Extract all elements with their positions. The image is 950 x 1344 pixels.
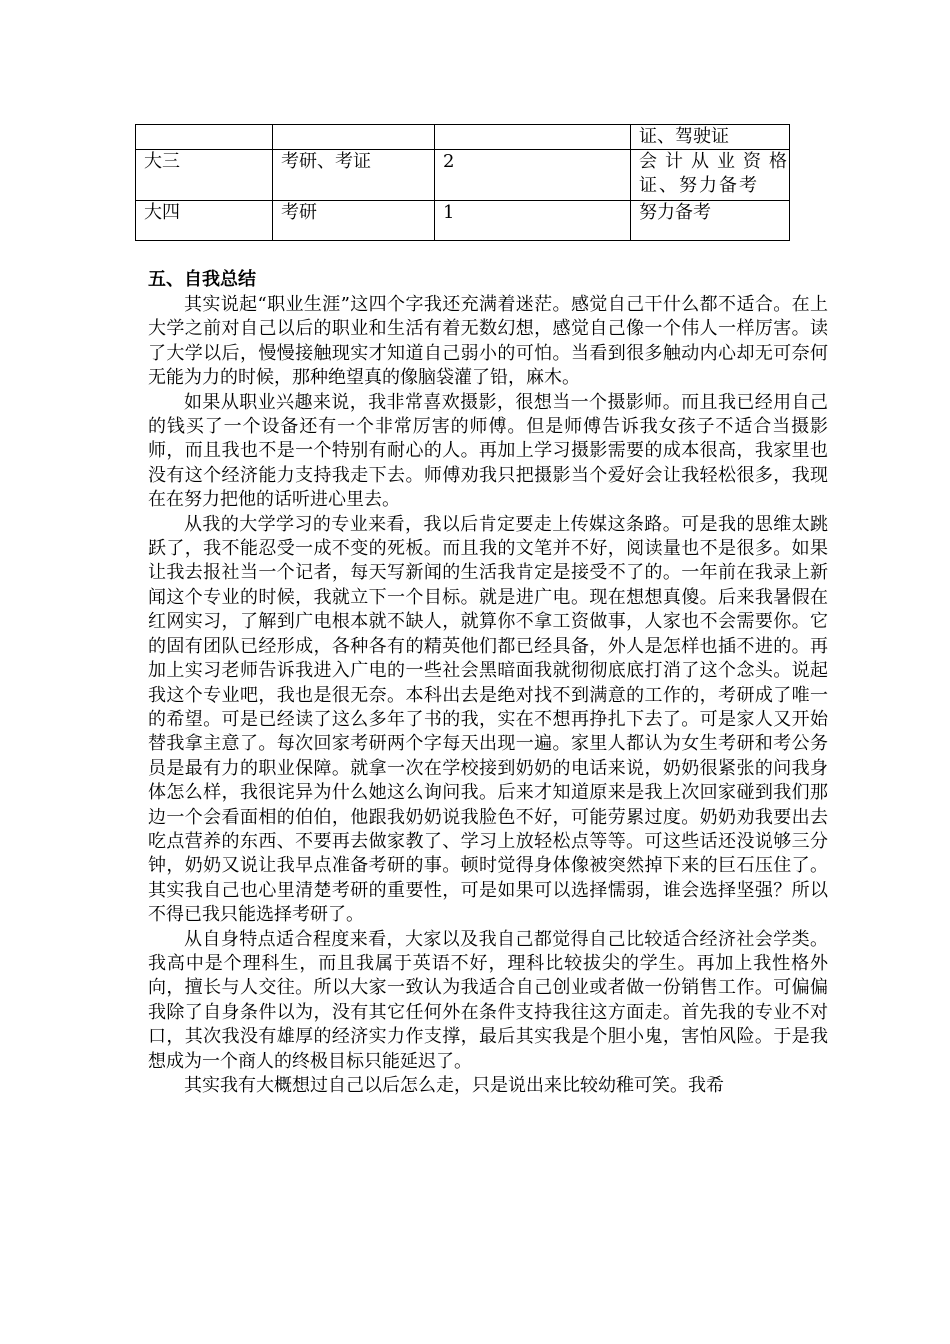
self-summary-section bbox=[148, 267, 828, 1098]
table-cell-count: 2 bbox=[435, 150, 631, 201]
paragraph: 从我的大学学习的专业来看，我以后肯定要走上传媒这条路。可是我的思维太跳跃了，我不能忍受一成不变的死板。而且我的文笔并不好，阅读量也不是很多。如果让我去报社当一个记者，每天写新闻的生活我肯定是接受不了的。一年前在我录上新闻这个专业的时候，我就立下一个目标。就是进广电。现在想想真傻。后来我暑假在红网实习，了解到广电根本就不缺人，就算你不拿工资做事，人家也不会需要你。它的固有团队已经形成，各种各有的精英他们都已经具备，外人是怎样也插不进的。再加上实习老师告诉我进入广电的一些社会黑暗面我就彻彻底底打消了这个念头。说起我这个专业吧，我也是很无奈。本科出去是绝对找不到满意的工作的，考研成了唯一的希望。可是已经读了这么多年了书的我，实在不想再挣扎下去了。可是家人又开始替我拿主意了。每次回家考研两个字每天出现一遍。家里人都认为女生考研和考公务员是最有力的职业保障。就拿一次在学校接到奶奶的电话来说，奶奶很紧张的问我身体怎么样，我很诧异为什么她这么询问我。后来才知道原来是我上次回家碰到我们那边一个会看面相的伯伯，他跟我奶奶说我脸色不好，可能劳累过度。奶奶劝我要出去吃点营养的东西、不要再去做家教了、学习上放轻松点等等。可这些话还没说够三分钟，奶奶又说让我早点准备考研的事。顿时觉得身体像被突然掉下来的巨石压住了。其实我自己也心里清楚考研的重要性，可是如果可以选择懦弱，谁会选择坚强？所以不得已我只能选择考研了。 bbox=[148, 513, 828, 926]
paragraph: 其实我有大概想过自己以后怎么走，只是说出来比较幼稚可笑。我希 bbox=[184, 1075, 724, 1096]
table-cell-count: 1 bbox=[435, 201, 631, 241]
table-row bbox=[136, 125, 790, 150]
table-row bbox=[136, 150, 790, 201]
table-cell-year: 大四 bbox=[136, 201, 273, 241]
table-cell-goal bbox=[273, 125, 435, 150]
table-cell-note: 证、驾驶证 bbox=[631, 125, 790, 150]
paragraph: 如果从职业兴趣来说，我非常喜欢摄影，很想当一个摄影师。而且我已经用自己的钱买了一个设备还有一个非常厉害的师傅。但是师傅告诉我女孩子不适合当摄影师，而且我也不是一个特别有耐心的人。再加上学习摄影需要的成本很高，我家里也没有这个经济能力支持我走下去。师傅劝我只把摄影当个爱好会让我轻松很多，我现在在努力把他的话听进心里去。 bbox=[148, 391, 828, 511]
table-cell-count bbox=[435, 125, 631, 150]
plan-table bbox=[135, 124, 790, 241]
table-cell-note: 努力备考 bbox=[631, 201, 790, 241]
paragraph: 其实说起“职业生涯”这四个字我还充满着迷茫。感觉自己干什么都不适合。在上大学之前对自己以后的职业和生活有着无数幻想，感觉自己像一个伟人一样厉害。读了大学以后，慢慢接触现实才知道自己弱小的可怕。当看到很多触动内心却无可奈何无能为力的时候，那种绝望真的像脑袋灌了铅，麻木。 bbox=[148, 294, 828, 389]
table-cell-note: 会计从业资格证、努力备考 bbox=[631, 150, 790, 201]
paragraph: 从自身特点适合程度来看，大家以及我自己都觉得自己比较适合经济社会学类。我高中是个理科生，而且我属于英语不好，理科比较拔尖的学生。再加上我性格外向，擅长与人交往。所以大家一致认为我适合自己创业或者做一份销售工作。可偏偏我除了自身条件以为，没有其它任何外在条件支持我往这方面走。首先我的专业不对口，其次我没有雄厚的经济实力作支撑，最后其实我是个胆小鬼，害怕风险。于是我想成为一个商人的终极目标只能延迟了。 bbox=[148, 928, 828, 1072]
table-cell-year bbox=[136, 125, 273, 150]
section-heading: 五、自我总结 bbox=[148, 269, 256, 290]
table-cell-goal: 考研 bbox=[273, 201, 435, 241]
table-cell-year: 大三 bbox=[136, 150, 273, 201]
table-row bbox=[136, 201, 790, 241]
table-cell-goal: 考研、考证 bbox=[273, 150, 435, 201]
